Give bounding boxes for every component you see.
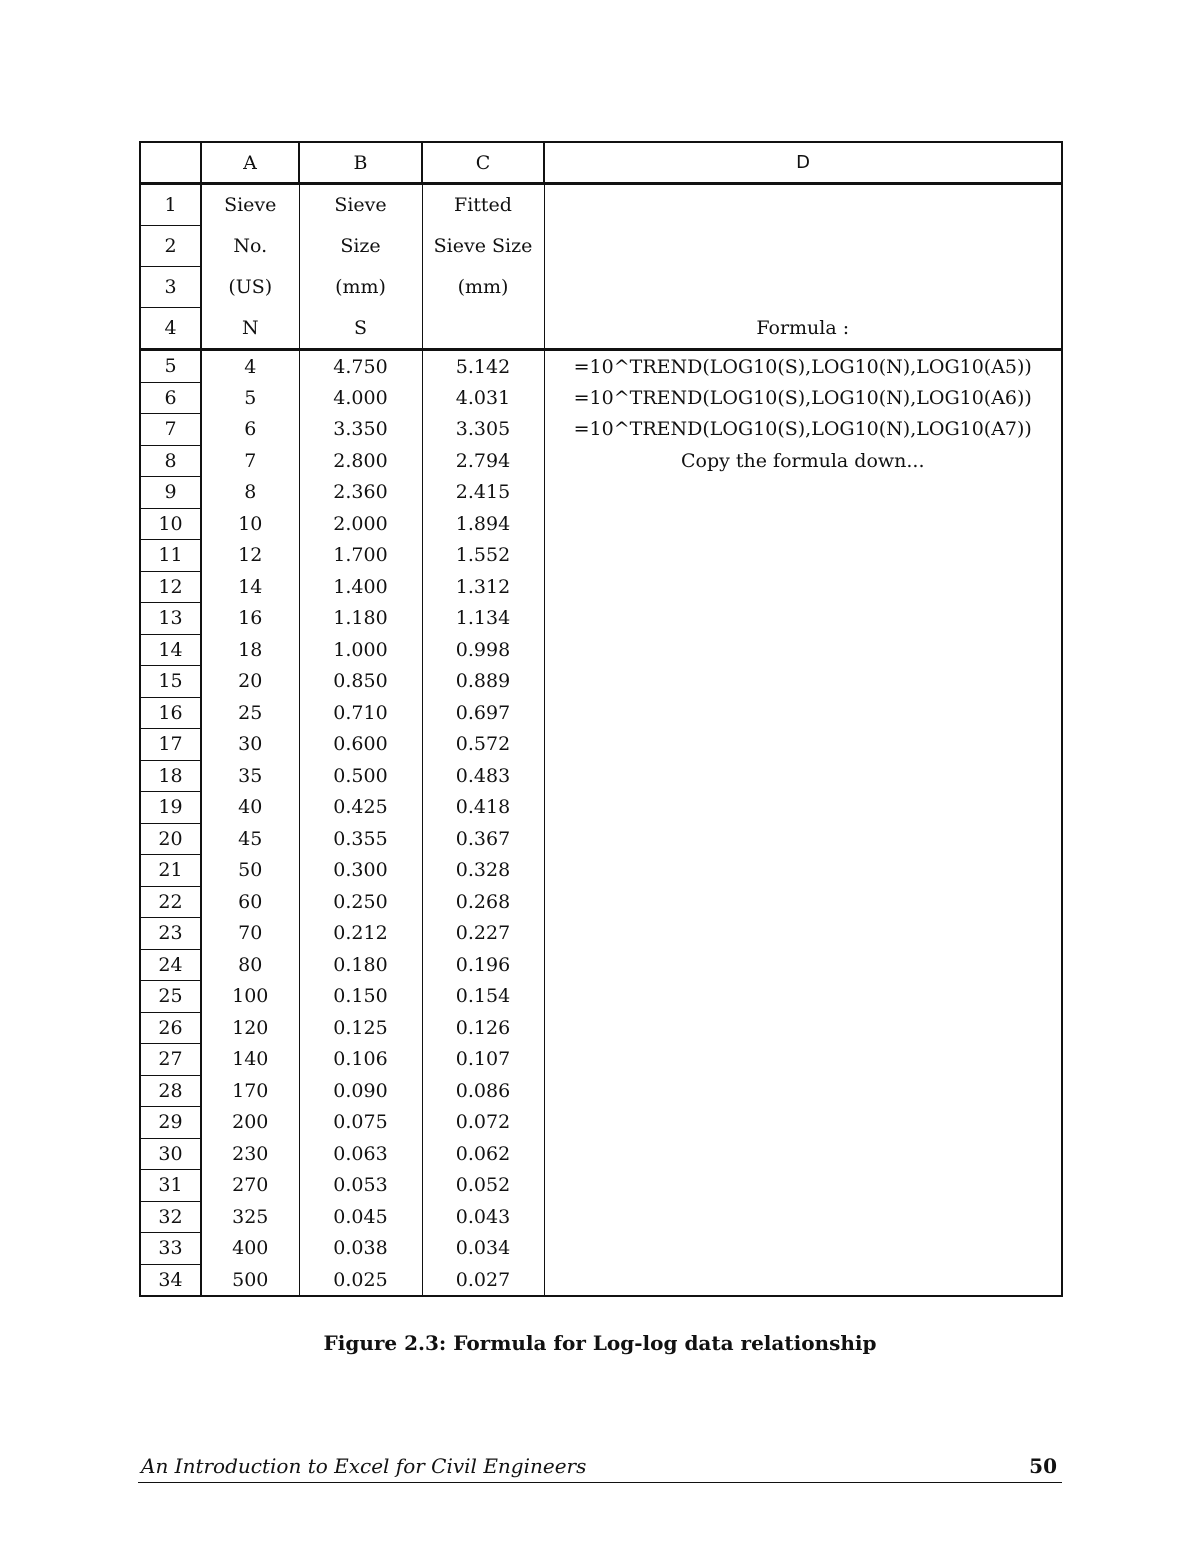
footer-book-title: An Introduction to Excel for Civil Engineers xyxy=(141,1454,587,1478)
row-number-cell: 19 xyxy=(140,792,201,824)
row-number-cell: 28 xyxy=(140,1075,201,1107)
cell-c: 1.894 xyxy=(422,508,544,540)
row-number-cell: 10 xyxy=(140,508,201,540)
cell-d xyxy=(544,886,1062,918)
table-row xyxy=(140,697,1062,729)
cell-a: 40 xyxy=(201,792,299,824)
cell-b: 4.000 xyxy=(299,382,422,414)
cell-b: 0.025 xyxy=(299,1264,422,1296)
cell-d xyxy=(544,855,1062,887)
cell-b: 0.212 xyxy=(299,918,422,950)
cell-c: 0.196 xyxy=(422,949,544,981)
cell-a: 12 xyxy=(201,540,299,572)
row-number-cell: 30 xyxy=(140,1138,201,1170)
cell-a: 16 xyxy=(201,603,299,635)
cell-a: 7 xyxy=(201,445,299,477)
footer-rule xyxy=(138,1482,1062,1483)
cell-c: Fitted xyxy=(422,184,544,226)
column-header-a: A xyxy=(201,142,299,184)
figure-caption: Figure 2.3: Formula for Log-log data relationship xyxy=(323,1331,877,1355)
cell-d: =10^TREND(LOG10(S),LOG10(N),LOG10(A6)) xyxy=(544,382,1062,414)
cell-a: N xyxy=(201,308,299,350)
cell-b: 0.500 xyxy=(299,760,422,792)
cell-a: (US) xyxy=(201,267,299,308)
table-row xyxy=(140,634,1062,666)
cell-d xyxy=(544,981,1062,1013)
row-number-cell: 31 xyxy=(140,1170,201,1202)
row-number-cell: 2 xyxy=(140,226,201,267)
cell-b: 1.700 xyxy=(299,540,422,572)
cell-b: 2.800 xyxy=(299,445,422,477)
row-number-cell: 3 xyxy=(140,267,201,308)
cell-a: 18 xyxy=(201,634,299,666)
header-row xyxy=(140,184,1062,226)
table-row xyxy=(140,414,1062,446)
cell-d xyxy=(544,477,1062,509)
cell-c: 0.418 xyxy=(422,792,544,824)
cell-a: 200 xyxy=(201,1107,299,1139)
table-row xyxy=(140,918,1062,950)
cell-a: Sieve xyxy=(201,184,299,226)
cell-b: Size xyxy=(299,226,422,267)
cell-b: 0.300 xyxy=(299,855,422,887)
cell-d: =10^TREND(LOG10(S),LOG10(N),LOG10(A5)) xyxy=(544,350,1062,383)
cell-d xyxy=(544,729,1062,761)
row-number-cell: 7 xyxy=(140,414,201,446)
cell-a: 60 xyxy=(201,886,299,918)
cell-a: 5 xyxy=(201,382,299,414)
cell-c: Sieve Size xyxy=(422,226,544,267)
cell-c: 0.998 xyxy=(422,634,544,666)
cell-c: 0.572 xyxy=(422,729,544,761)
cell-c: 0.052 xyxy=(422,1170,544,1202)
table-row xyxy=(140,571,1062,603)
row-number-cell: 26 xyxy=(140,1012,201,1044)
cell-b: 0.106 xyxy=(299,1044,422,1076)
cell-d xyxy=(544,949,1062,981)
cell-b: 1.000 xyxy=(299,634,422,666)
cell-d xyxy=(544,1044,1062,1076)
cell-a: 230 xyxy=(201,1138,299,1170)
cell-a: 25 xyxy=(201,697,299,729)
cell-d xyxy=(544,1138,1062,1170)
cell-a: 20 xyxy=(201,666,299,698)
cell-b: 0.075 xyxy=(299,1107,422,1139)
cell-d xyxy=(544,603,1062,635)
column-header-d: D xyxy=(544,142,1062,184)
cell-a: 270 xyxy=(201,1170,299,1202)
row-number-cell: 24 xyxy=(140,949,201,981)
cell-d xyxy=(544,792,1062,824)
cell-c: 0.034 xyxy=(422,1233,544,1265)
cell-c: 0.889 xyxy=(422,666,544,698)
cell-a: 500 xyxy=(201,1264,299,1296)
cell-d xyxy=(544,226,1062,267)
table-row xyxy=(140,760,1062,792)
cell-d xyxy=(544,1233,1062,1265)
cell-a: 70 xyxy=(201,918,299,950)
cell-d: Formula : xyxy=(544,308,1062,350)
cell-c xyxy=(422,308,544,350)
table-row xyxy=(140,382,1062,414)
cell-c: 0.328 xyxy=(422,855,544,887)
cell-c: 0.126 xyxy=(422,1012,544,1044)
row-number-cell: 11 xyxy=(140,540,201,572)
cell-a: 100 xyxy=(201,981,299,1013)
cell-b: Sieve xyxy=(299,184,422,226)
column-header-row xyxy=(140,142,1062,184)
cell-b: 4.750 xyxy=(299,350,422,383)
spreadsheet-table xyxy=(139,141,1063,1297)
cell-a: 4 xyxy=(201,350,299,383)
cell-c: 1.552 xyxy=(422,540,544,572)
table-row xyxy=(140,1233,1062,1265)
row-number-cell: 27 xyxy=(140,1044,201,1076)
row-number-cell: 12 xyxy=(140,571,201,603)
cell-b: 0.045 xyxy=(299,1201,422,1233)
cell-a: 10 xyxy=(201,508,299,540)
cell-d xyxy=(544,1107,1062,1139)
cell-d xyxy=(544,571,1062,603)
cell-c: (mm) xyxy=(422,267,544,308)
table-row xyxy=(140,855,1062,887)
cell-a: 6 xyxy=(201,414,299,446)
cell-a: 50 xyxy=(201,855,299,887)
cell-c: 2.415 xyxy=(422,477,544,509)
cell-a: No. xyxy=(201,226,299,267)
cell-a: 140 xyxy=(201,1044,299,1076)
row-number-cell: 4 xyxy=(140,308,201,350)
cell-d xyxy=(544,1264,1062,1296)
cell-a: 170 xyxy=(201,1075,299,1107)
cell-b: 0.425 xyxy=(299,792,422,824)
cell-c: 0.268 xyxy=(422,886,544,918)
cell-b: 0.250 xyxy=(299,886,422,918)
cell-b: 0.150 xyxy=(299,981,422,1013)
cell-c: 0.154 xyxy=(422,981,544,1013)
cell-d xyxy=(544,508,1062,540)
cell-d xyxy=(544,1012,1062,1044)
table-row xyxy=(140,1170,1062,1202)
table-row xyxy=(140,886,1062,918)
row-number-cell: 13 xyxy=(140,603,201,635)
table-row xyxy=(140,1075,1062,1107)
table-row xyxy=(140,729,1062,761)
table-row xyxy=(140,981,1062,1013)
cell-c: 0.697 xyxy=(422,697,544,729)
cell-c: 0.227 xyxy=(422,918,544,950)
cell-c: 1.134 xyxy=(422,603,544,635)
cell-d xyxy=(544,823,1062,855)
cell-d xyxy=(544,1170,1062,1202)
cell-a: 30 xyxy=(201,729,299,761)
cell-b: 0.710 xyxy=(299,697,422,729)
row-number-cell: 5 xyxy=(140,350,201,383)
table-row xyxy=(140,949,1062,981)
cell-b: 0.125 xyxy=(299,1012,422,1044)
cell-b: S xyxy=(299,308,422,350)
row-number-cell: 21 xyxy=(140,855,201,887)
cell-b: 0.850 xyxy=(299,666,422,698)
row-number-cell: 20 xyxy=(140,823,201,855)
cell-c: 2.794 xyxy=(422,445,544,477)
cell-d xyxy=(544,184,1062,226)
cell-a: 45 xyxy=(201,823,299,855)
row-number-cell: 1 xyxy=(140,184,201,226)
cell-b: (mm) xyxy=(299,267,422,308)
cell-b: 0.180 xyxy=(299,949,422,981)
header-row xyxy=(140,308,1062,350)
page-number: 50 xyxy=(1029,1454,1057,1478)
cell-d: =10^TREND(LOG10(S),LOG10(N),LOG10(A7)) xyxy=(544,414,1062,446)
table-row xyxy=(140,540,1062,572)
row-number-cell: 25 xyxy=(140,981,201,1013)
cell-c: 0.027 xyxy=(422,1264,544,1296)
cell-b: 2.360 xyxy=(299,477,422,509)
row-number-cell: 8 xyxy=(140,445,201,477)
cell-b: 1.400 xyxy=(299,571,422,603)
column-header-c: C xyxy=(422,142,544,184)
table-row xyxy=(140,666,1062,698)
cell-b: 3.350 xyxy=(299,414,422,446)
cell-d xyxy=(544,760,1062,792)
row-number-cell: 33 xyxy=(140,1233,201,1265)
cell-c: 0.483 xyxy=(422,760,544,792)
table-row xyxy=(140,1201,1062,1233)
header-row xyxy=(140,267,1062,308)
table-row xyxy=(140,508,1062,540)
cell-a: 400 xyxy=(201,1233,299,1265)
cell-b: 0.053 xyxy=(299,1170,422,1202)
table-row xyxy=(140,1138,1062,1170)
cell-a: 80 xyxy=(201,949,299,981)
cell-d xyxy=(544,540,1062,572)
row-number-cell: 6 xyxy=(140,382,201,414)
table-row xyxy=(140,1107,1062,1139)
row-number-cell: 9 xyxy=(140,477,201,509)
header-row xyxy=(140,226,1062,267)
cell-c: 0.107 xyxy=(422,1044,544,1076)
cell-a: 325 xyxy=(201,1201,299,1233)
row-number-cell: 18 xyxy=(140,760,201,792)
cell-a: 120 xyxy=(201,1012,299,1044)
cell-d xyxy=(544,666,1062,698)
cell-c: 0.062 xyxy=(422,1138,544,1170)
spreadsheet-body xyxy=(140,142,1062,1296)
row-number-cell: 15 xyxy=(140,666,201,698)
cell-c: 0.367 xyxy=(422,823,544,855)
cell-d: Copy the formula down... xyxy=(544,445,1062,477)
cell-c: 0.043 xyxy=(422,1201,544,1233)
cell-d xyxy=(544,634,1062,666)
cell-b: 0.038 xyxy=(299,1233,422,1265)
cell-c: 0.072 xyxy=(422,1107,544,1139)
cell-d xyxy=(544,918,1062,950)
table-row xyxy=(140,350,1062,383)
table-row xyxy=(140,445,1062,477)
table-row xyxy=(140,477,1062,509)
cell-a: 8 xyxy=(201,477,299,509)
cell-d xyxy=(544,1201,1062,1233)
table-row xyxy=(140,603,1062,635)
row-number-cell: 17 xyxy=(140,729,201,761)
column-header-b: B xyxy=(299,142,422,184)
cell-a: 35 xyxy=(201,760,299,792)
cell-c: 0.086 xyxy=(422,1075,544,1107)
cell-b: 2.000 xyxy=(299,508,422,540)
cell-c: 4.031 xyxy=(422,382,544,414)
cell-b: 1.180 xyxy=(299,603,422,635)
row-number-cell: 32 xyxy=(140,1201,201,1233)
row-number-cell: 34 xyxy=(140,1264,201,1296)
row-number-cell: 16 xyxy=(140,697,201,729)
table-row xyxy=(140,1044,1062,1076)
cell-b: 0.090 xyxy=(299,1075,422,1107)
row-number-cell: 14 xyxy=(140,634,201,666)
table-row xyxy=(140,792,1062,824)
table-row xyxy=(140,823,1062,855)
cell-a: 14 xyxy=(201,571,299,603)
cell-d xyxy=(544,267,1062,308)
row-number-cell: 23 xyxy=(140,918,201,950)
corner-cell xyxy=(140,142,201,184)
cell-c: 5.142 xyxy=(422,350,544,383)
cell-d xyxy=(544,1075,1062,1107)
cell-c: 1.312 xyxy=(422,571,544,603)
cell-b: 0.063 xyxy=(299,1138,422,1170)
table-row xyxy=(140,1012,1062,1044)
cell-c: 3.305 xyxy=(422,414,544,446)
table-row xyxy=(140,1264,1062,1296)
row-number-cell: 22 xyxy=(140,886,201,918)
cell-b: 0.600 xyxy=(299,729,422,761)
cell-b: 0.355 xyxy=(299,823,422,855)
row-number-cell: 29 xyxy=(140,1107,201,1139)
cell-d xyxy=(544,697,1062,729)
